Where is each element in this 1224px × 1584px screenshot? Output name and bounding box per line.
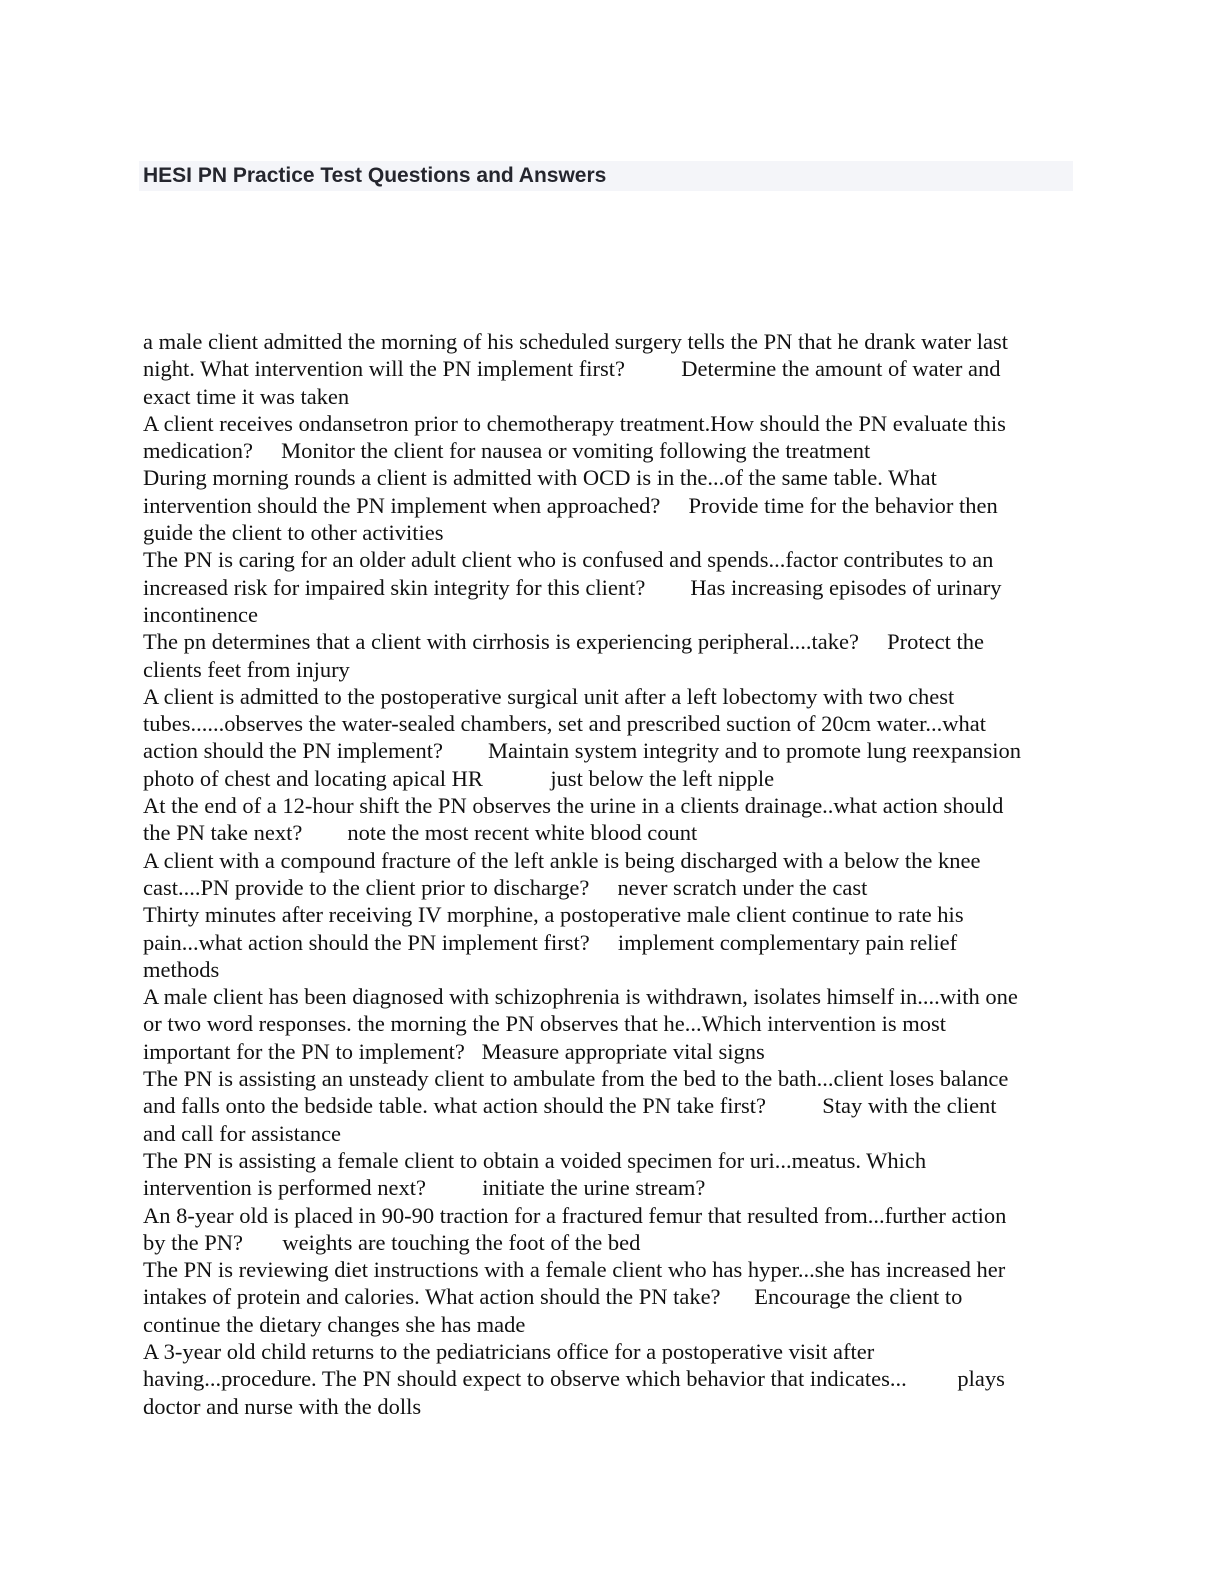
body-line: The PN is caring for an older adult client who is confused and spends...factor contributes to an (143, 547, 994, 573)
body-line: The pn determines that a client with cirrhosis is experiencing peripheral....take? Protect the (143, 629, 984, 655)
body-line: action should the PN implement? Maintain system integrity and to promote lung reexpansion (143, 738, 1021, 764)
body-line: intervention is performed next? initiate the urine stream? (143, 1175, 706, 1201)
body-line: guide the client to other activities (143, 520, 444, 546)
body-line: doctor and nurse with the dolls (143, 1393, 422, 1419)
body-line: The PN is assisting a female client to obtain a voided specimen for uri...meatus. Which (143, 1147, 927, 1173)
body-line: and falls onto the bedside table. what action should the PN take first? Stay with the client (143, 1093, 997, 1119)
body-line: intervention should the PN implement when approached? Provide time for the behavior then (143, 492, 998, 518)
body-line: photo of chest and locating apical HR just below the left nipple (143, 765, 775, 791)
body-line: A client with a compound fracture of the left ankle is being discharged with a below the knee (143, 847, 981, 873)
body-line: During morning rounds a client is admitted with OCD is in the...of the same table. What (143, 465, 937, 491)
document-body (143, 328, 1083, 1420)
body-line: continue the dietary changes she has made (143, 1311, 526, 1337)
body-line: methods (143, 956, 220, 982)
body-line: and call for assistance (143, 1120, 342, 1146)
body-line: Thirty minutes after receiving IV morphine, a postoperative male client continue to rate his (143, 902, 964, 928)
body-line: tubes......observes the water-sealed chambers, set and prescribed suction of 20cm water...what (143, 711, 987, 737)
body-line: the PN take next? note the most recent white blood count (143, 820, 698, 846)
body-line: The PN is assisting an unsteady client to ambulate from the bed to the bath...client loses balance (143, 1066, 1009, 1092)
body-line: A 3-year old child returns to the pediatricians office for a postoperative visit after (143, 1338, 875, 1364)
body-line: An 8-year old is placed in 90-90 traction for a fractured femur that resulted from...further action (143, 1202, 1007, 1228)
body-line: At the end of a 12-hour shift the PN observes the urine in a clients drainage..what action should (143, 793, 1004, 819)
body-line: exact time it was taken (143, 383, 350, 409)
body-line: a male client admitted the morning of his scheduled surgery tells the PN that he drank water last (143, 329, 1008, 354)
title-bar (139, 161, 1073, 191)
body-line: pain...what action should the PN implement first? implement complementary pain relief (143, 929, 958, 955)
body-line: A client receives ondansetron prior to chemotherapy treatment.How should the PN evaluate this (143, 410, 1006, 436)
body-line: intakes of protein and calories. What action should the PN take? Encourage the client to (143, 1284, 963, 1310)
body-line: A male client has been diagnosed with schizophrenia is withdrawn, isolates himself in....with one (143, 984, 1018, 1010)
body-line: having...procedure. The PN should expect to observe which behavior that indicates... plays (143, 1366, 1005, 1392)
document-title: HESI PN Practice Test Questions and Answers (143, 164, 607, 187)
body-line: medication? Monitor the client for nausea or vomiting following the treatment (143, 438, 871, 464)
body-line: or two word responses. the morning the PN observes that he...Which intervention is most (143, 1011, 946, 1037)
body-line: clients feet from injury (143, 656, 350, 682)
body-line: cast....PN provide to the client prior to discharge? never scratch under the cast (143, 874, 868, 900)
body-line: by the PN? weights are touching the foot of the bed (143, 1229, 641, 1255)
body-line: night. What intervention will the PN implement first? Determine the amount of water and (143, 356, 1001, 382)
body-line: increased risk for impaired skin integrity for this client? Has increasing episodes of urinary (143, 574, 1002, 600)
body-line: The PN is reviewing diet instructions with a female client who has hyper...she has increased her (143, 1257, 1006, 1283)
body-line: A client is admitted to the postoperative surgical unit after a left lobectomy with two chest (143, 683, 955, 709)
body-line: incontinence (143, 601, 258, 627)
body-line: important for the PN to implement? Measure appropriate vital signs (143, 1038, 765, 1064)
